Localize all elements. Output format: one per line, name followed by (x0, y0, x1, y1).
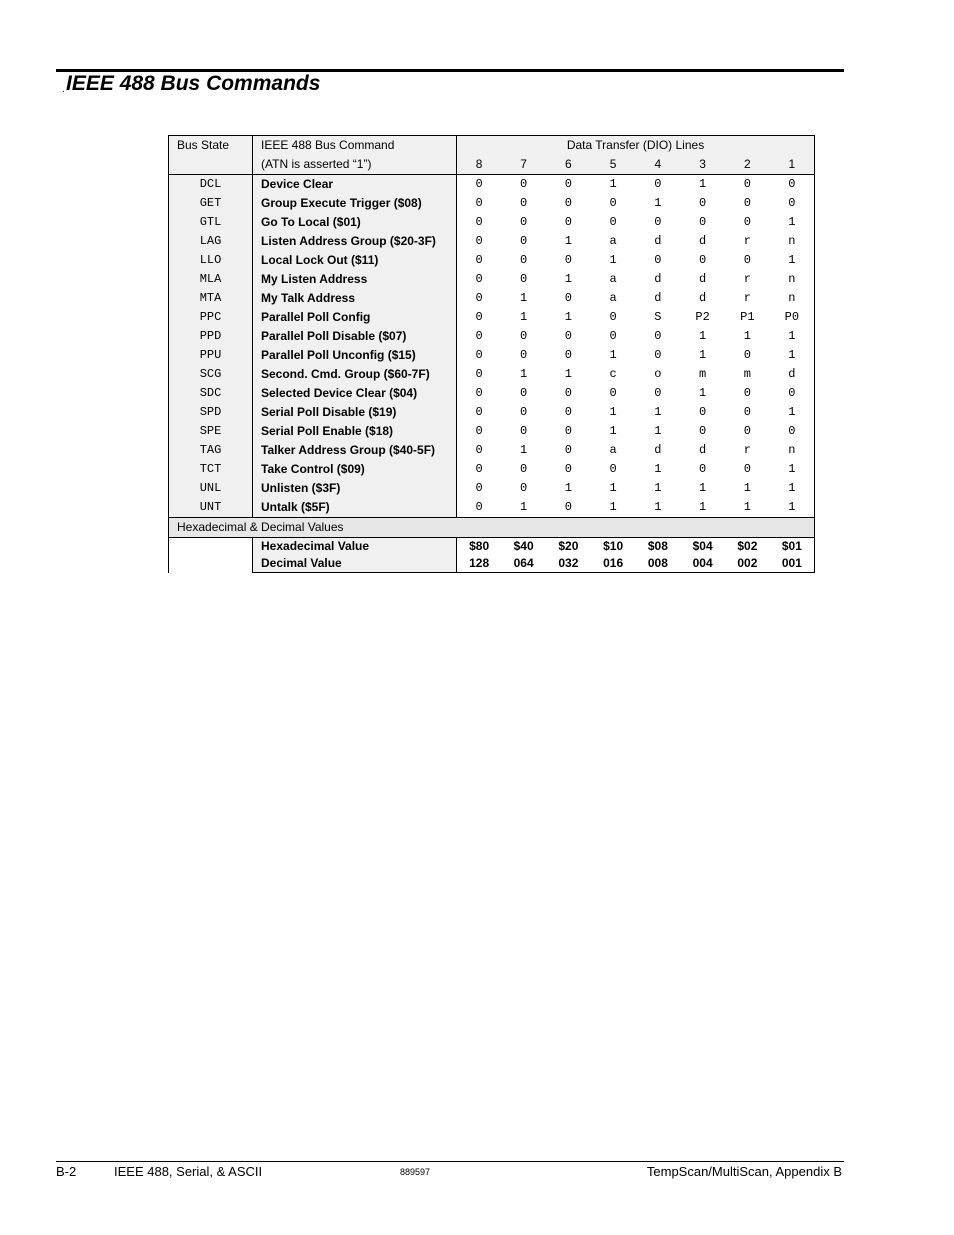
table-row (169, 251, 815, 270)
table-row (169, 175, 815, 195)
bus-state-cell: MLA (169, 270, 253, 289)
table-row (169, 289, 815, 308)
dio-bit-cell: 0 (699, 196, 707, 210)
dio-bit-cell: 0 (475, 253, 483, 267)
dio-bit-cell: m (743, 367, 751, 381)
dio-bit-cell: 0 (564, 424, 572, 438)
dio-bit-cell: 1 (520, 367, 528, 381)
dio-bit-cell: 0 (743, 386, 751, 400)
header-bit: 5 (591, 155, 636, 175)
dio-bit-cell: 0 (564, 215, 572, 229)
command-name-cell: Parallel Poll Config (253, 308, 457, 327)
command-name-cell: Listen Address Group ($20-3F) (253, 232, 457, 251)
dio-bit-cell: d (770, 365, 815, 384)
footer-doc-code: 889597 (400, 1167, 431, 1177)
dio-bit-cell: 1 (564, 272, 572, 286)
dio-bit-cell: 1 (699, 500, 707, 514)
dio-bit-cell: 1 (770, 213, 815, 232)
dio-bit-cell: a (609, 443, 617, 457)
dio-bit-cell: 0 (475, 424, 483, 438)
table-row (169, 346, 815, 365)
command-name-cell: My Listen Address (253, 270, 457, 289)
dio-bit-cell: n (770, 441, 815, 460)
dio-bit-cell: 0 (609, 215, 617, 229)
bus-state-cell: SDC (169, 384, 253, 403)
dio-bit-cell: 0 (475, 177, 483, 191)
command-name-cell: Take Control ($09) (253, 460, 457, 479)
dio-bit-cell: 0 (564, 291, 572, 305)
dio-bit-cell: 0 (475, 329, 483, 343)
dio-bit-cell: 1 (770, 460, 815, 479)
dio-bit-cell: 0 (609, 196, 617, 210)
decimal-value-cell: 032 (546, 555, 591, 573)
dio-bit-cell: 0 (475, 405, 483, 419)
command-name-cell: Second. Cmd. Group ($60-7F) (253, 365, 457, 384)
dio-bit-cell: 0 (770, 384, 815, 403)
dio-bit-cell: 1 (770, 346, 815, 365)
dio-bit-cell: 1 (699, 481, 707, 495)
header-bit: 2 (725, 155, 770, 175)
dio-bit-cell: 0 (475, 443, 483, 457)
table-row (169, 498, 815, 518)
dio-bit-cell: 0 (520, 424, 528, 438)
dio-bit-cell: d (654, 234, 662, 248)
footer-page-number: B-2 (56, 1164, 77, 1179)
dio-bit-cell: 0 (743, 462, 751, 476)
dio-bit-cell: 0 (699, 215, 707, 229)
dio-bit-cell: 0 (475, 310, 483, 324)
header-dio-lines: Data Transfer (DIO) Lines (457, 136, 815, 156)
dio-bit-cell: 0 (743, 424, 751, 438)
dio-bit-cell: 1 (654, 462, 662, 476)
bus-state-cell: PPU (169, 346, 253, 365)
hex-value-cell: $01 (770, 538, 815, 556)
dio-bit-cell: 0 (654, 253, 662, 267)
dio-bit-cell: 0 (609, 329, 617, 343)
dio-bit-cell: m (699, 367, 707, 381)
dio-bit-cell: 1 (654, 500, 662, 514)
dio-bit-cell: 0 (654, 215, 662, 229)
table-row (169, 441, 815, 460)
header-command-sub: (ATN is asserted “1”) (253, 155, 457, 175)
dio-bit-cell: 1 (699, 329, 707, 343)
table-row (169, 460, 815, 479)
dio-bit-cell: 1 (609, 177, 617, 191)
bus-state-cell: UNL (169, 479, 253, 498)
dio-bit-cell: 0 (520, 348, 528, 362)
dio-bit-cell: 0 (654, 329, 662, 343)
dio-bit-cell: 0 (743, 253, 751, 267)
dio-bit-cell: 0 (609, 310, 617, 324)
bus-state-cell: SCG (169, 365, 253, 384)
dio-bit-cell: 0 (475, 291, 483, 305)
command-name-cell: Go To Local ($01) (253, 213, 457, 232)
dio-bit-cell: 0 (699, 405, 707, 419)
dio-bit-cell: 0 (654, 348, 662, 362)
hex-value-label: Hexadecimal Value (253, 538, 457, 556)
bus-state-cell: TAG (169, 441, 253, 460)
bus-state-cell: PPC (169, 308, 253, 327)
dio-bit-cell: a (609, 234, 617, 248)
dio-bit-cell: 1 (609, 348, 617, 362)
bus-state-cell: MTA (169, 289, 253, 308)
command-name-cell: Serial Poll Enable ($18) (253, 422, 457, 441)
dio-bit-cell: a (609, 291, 617, 305)
dio-bit-cell: 0 (699, 462, 707, 476)
header-bit: 7 (501, 155, 546, 175)
dio-bit-cell: 0 (475, 348, 483, 362)
table-row (169, 232, 815, 251)
dio-bit-cell: 0 (475, 215, 483, 229)
dio-bit-cell: 1 (770, 251, 815, 270)
dio-bit-cell: 0 (770, 194, 815, 213)
dio-bit-cell: 1 (564, 481, 572, 495)
dio-bit-cell: 0 (564, 348, 572, 362)
dio-bit-cell: 1 (564, 367, 572, 381)
dio-bit-cell: 0 (520, 462, 528, 476)
bus-state-cell: GET (169, 194, 253, 213)
dio-bit-cell: 0 (743, 215, 751, 229)
dio-bit-cell: 1 (609, 253, 617, 267)
bus-state-cell: SPE (169, 422, 253, 441)
dio-bit-cell: 0 (475, 462, 483, 476)
command-name-cell: Local Lock Out ($11) (253, 251, 457, 270)
dio-bit-cell: 0 (520, 253, 528, 267)
command-name-cell: Serial Poll Disable ($19) (253, 403, 457, 422)
table-row (169, 479, 815, 498)
dio-bit-cell: 0 (564, 196, 572, 210)
dio-bit-cell: 1 (520, 310, 528, 324)
dio-bit-cell: 0 (743, 196, 751, 210)
bus-state-cell: LLO (169, 251, 253, 270)
command-name-cell: Untalk ($5F) (253, 498, 457, 518)
header-command: IEEE 488 Bus Command (253, 136, 457, 156)
dio-bit-cell: 1 (520, 443, 528, 457)
header-bit: 6 (546, 155, 591, 175)
dio-bit-cell: 0 (520, 386, 528, 400)
bus-state-cell: TCT (169, 460, 253, 479)
header-bit: 3 (680, 155, 725, 175)
bottom-rule (56, 1161, 844, 1162)
dio-bit-cell: r (743, 234, 751, 248)
dio-bit-cell: 0 (475, 367, 483, 381)
dio-bit-cell: 0 (520, 329, 528, 343)
page-title: IEEE 488 Bus Commands (66, 72, 321, 95)
dio-bit-cell: n (770, 270, 815, 289)
dio-bit-cell: 1 (699, 348, 707, 362)
dio-bit-cell: r (743, 443, 751, 457)
header-row-2 (169, 155, 815, 175)
dio-bit-cell: 0 (564, 177, 572, 191)
dio-bit-cell: 0 (475, 481, 483, 495)
bus-state-cell: DCL (169, 175, 253, 195)
values-section-heading: Hexadecimal & Decimal Values (169, 518, 815, 538)
dio-bit-cell: d (654, 443, 662, 457)
command-name-cell: My Talk Address (253, 289, 457, 308)
dio-bit-cell: 1 (654, 196, 662, 210)
dio-bit-cell: 0 (699, 424, 707, 438)
dio-bit-cell: 0 (743, 405, 751, 419)
dio-bit-cell: 0 (564, 386, 572, 400)
command-name-cell: Unlisten ($3F) (253, 479, 457, 498)
dio-bit-cell: 0 (770, 422, 815, 441)
dio-bit-cell: 1 (609, 481, 617, 495)
hex-value-cell: $08 (647, 539, 668, 553)
decimal-value-cell: 064 (501, 555, 546, 573)
dio-bit-cell: 0 (520, 177, 528, 191)
dio-bit-cell: 1 (609, 405, 617, 419)
dio-bit-cell: d (699, 234, 707, 248)
dio-bit-cell: 1 (699, 177, 707, 191)
table-row (169, 384, 815, 403)
dio-bit-cell: 0 (743, 348, 751, 362)
dio-bit-cell: d (699, 443, 707, 457)
hex-value-cell: $10 (603, 539, 624, 553)
dio-bit-cell: 1 (520, 291, 528, 305)
command-name-cell: Parallel Poll Disable ($07) (253, 327, 457, 346)
header-bit: 4 (636, 155, 681, 175)
dio-bit-cell: 1 (770, 403, 815, 422)
dio-bit-cell: 0 (520, 234, 528, 248)
dio-bit-cell: 0 (475, 196, 483, 210)
dio-bit-cell: 0 (564, 500, 572, 514)
command-name-cell: Selected Device Clear ($04) (253, 384, 457, 403)
bus-state-cell: LAG (169, 232, 253, 251)
command-name-cell: Device Clear (253, 175, 457, 195)
dio-bit-cell: 0 (699, 253, 707, 267)
dio-bit-cell: o (654, 367, 662, 381)
dio-bit-cell: 1 (743, 500, 751, 514)
dio-bit-cell: 0 (564, 253, 572, 267)
dio-bit-cell: 0 (654, 177, 662, 191)
decimal-value-cell: 008 (636, 555, 681, 573)
command-name-cell: Talker Address Group ($40-5F) (253, 441, 457, 460)
dio-bit-cell: 0 (609, 386, 617, 400)
dio-bit-cell: 0 (520, 405, 528, 419)
decimal-value-cell: 001 (770, 555, 815, 573)
dio-bit-cell: 0 (475, 500, 483, 514)
dio-bit-cell: 1 (743, 481, 751, 495)
dio-bit-cell: 0 (564, 405, 572, 419)
dio-bit-cell: n (770, 232, 815, 251)
dio-bit-cell: 1 (520, 500, 528, 514)
table-row (169, 270, 815, 289)
dio-bit-cell: 0 (520, 481, 528, 495)
header-bus-state: Bus State (169, 136, 253, 156)
dio-bit-cell: a (609, 272, 617, 286)
table-row (169, 308, 815, 327)
dio-bit-cell: 1 (654, 405, 662, 419)
decimal-value-cell: 128 (457, 555, 502, 573)
dio-bit-cell: 0 (564, 443, 572, 457)
dio-bit-cell: P0 (770, 308, 815, 327)
dio-bit-cell: 0 (520, 196, 528, 210)
dio-bit-cell: 1 (743, 329, 751, 343)
decimal-value-cell: 016 (591, 555, 636, 573)
dio-bit-cell: 1 (770, 327, 815, 346)
dio-bit-cell: 0 (743, 177, 751, 191)
dio-bit-cell: r (743, 272, 751, 286)
hex-value-row (169, 538, 815, 556)
bus-state-cell: PPD (169, 327, 253, 346)
dio-bit-cell: 0 (520, 272, 528, 286)
dio-bit-cell: 1 (564, 234, 572, 248)
dio-bit-cell: 1 (609, 424, 617, 438)
hex-value-cell: $02 (737, 539, 758, 553)
dio-bit-cell: 0 (564, 329, 572, 343)
footer-section: IEEE 488, Serial, & ASCII (114, 1164, 263, 1179)
decimal-value-row (169, 555, 815, 573)
dio-bit-cell: 0 (564, 462, 572, 476)
dio-bit-cell: d (699, 291, 707, 305)
table-row (169, 422, 815, 441)
dio-bit-cell: S (654, 310, 662, 324)
title-marker: . (62, 84, 65, 95)
dio-bit-cell: 1 (770, 479, 815, 498)
dio-bit-cell: d (654, 272, 662, 286)
dio-bit-cell: 1 (654, 424, 662, 438)
decimal-value-label: Decimal Value (253, 555, 457, 573)
dio-bit-cell: 0 (609, 462, 617, 476)
dio-bit-cell: 0 (475, 234, 483, 248)
bus-state-cell: GTL (169, 213, 253, 232)
footer-manual-title: TempScan/MultiScan, Appendix B (646, 1164, 842, 1179)
command-name-cell: Group Execute Trigger ($08) (253, 194, 457, 213)
dio-bit-cell: 1 (699, 386, 707, 400)
hex-value-cell: $20 (558, 539, 579, 553)
header-bus-state-blank (169, 155, 253, 175)
header-row-1 (169, 136, 815, 156)
dio-bit-cell: 1 (654, 481, 662, 495)
dio-bit-cell: 0 (475, 386, 483, 400)
dio-bit-cell: 0 (654, 386, 662, 400)
dio-bit-cell: 1 (770, 498, 815, 518)
dio-bit-cell: 0 (770, 175, 815, 195)
decimal-value-cell: 004 (680, 555, 725, 573)
dio-bit-cell: P2 (695, 310, 710, 324)
bus-state-cell: UNT (169, 498, 253, 518)
dio-bit-cell: 0 (475, 272, 483, 286)
table-row (169, 403, 815, 422)
hex-value-cell: $40 (513, 539, 534, 553)
dio-bit-cell: 1 (609, 500, 617, 514)
table-row (169, 327, 815, 346)
hex-value-cell: $80 (469, 539, 490, 553)
dio-bit-cell: 0 (520, 215, 528, 229)
hex-value-cell: $04 (692, 539, 713, 553)
table-row (169, 365, 815, 384)
dio-bit-cell: r (743, 291, 751, 305)
table-row (169, 194, 815, 213)
dio-bit-cell: P1 (740, 310, 755, 324)
bus-state-cell: SPD (169, 403, 253, 422)
decimal-value-cell: 002 (725, 555, 770, 573)
header-bit: 8 (457, 155, 502, 175)
command-name-cell: Parallel Poll Unconfig ($15) (253, 346, 457, 365)
bus-command-table (168, 135, 815, 573)
dio-bit-cell: d (699, 272, 707, 286)
dio-bit-cell: n (770, 289, 815, 308)
values-section-row (169, 518, 815, 538)
header-bit: 1 (770, 155, 815, 175)
dio-bit-cell: 1 (564, 310, 572, 324)
dio-bit-cell: c (609, 367, 617, 381)
dio-bit-cell: d (654, 291, 662, 305)
table-row (169, 213, 815, 232)
table-body (169, 136, 815, 573)
values-blank-cell (169, 538, 253, 573)
